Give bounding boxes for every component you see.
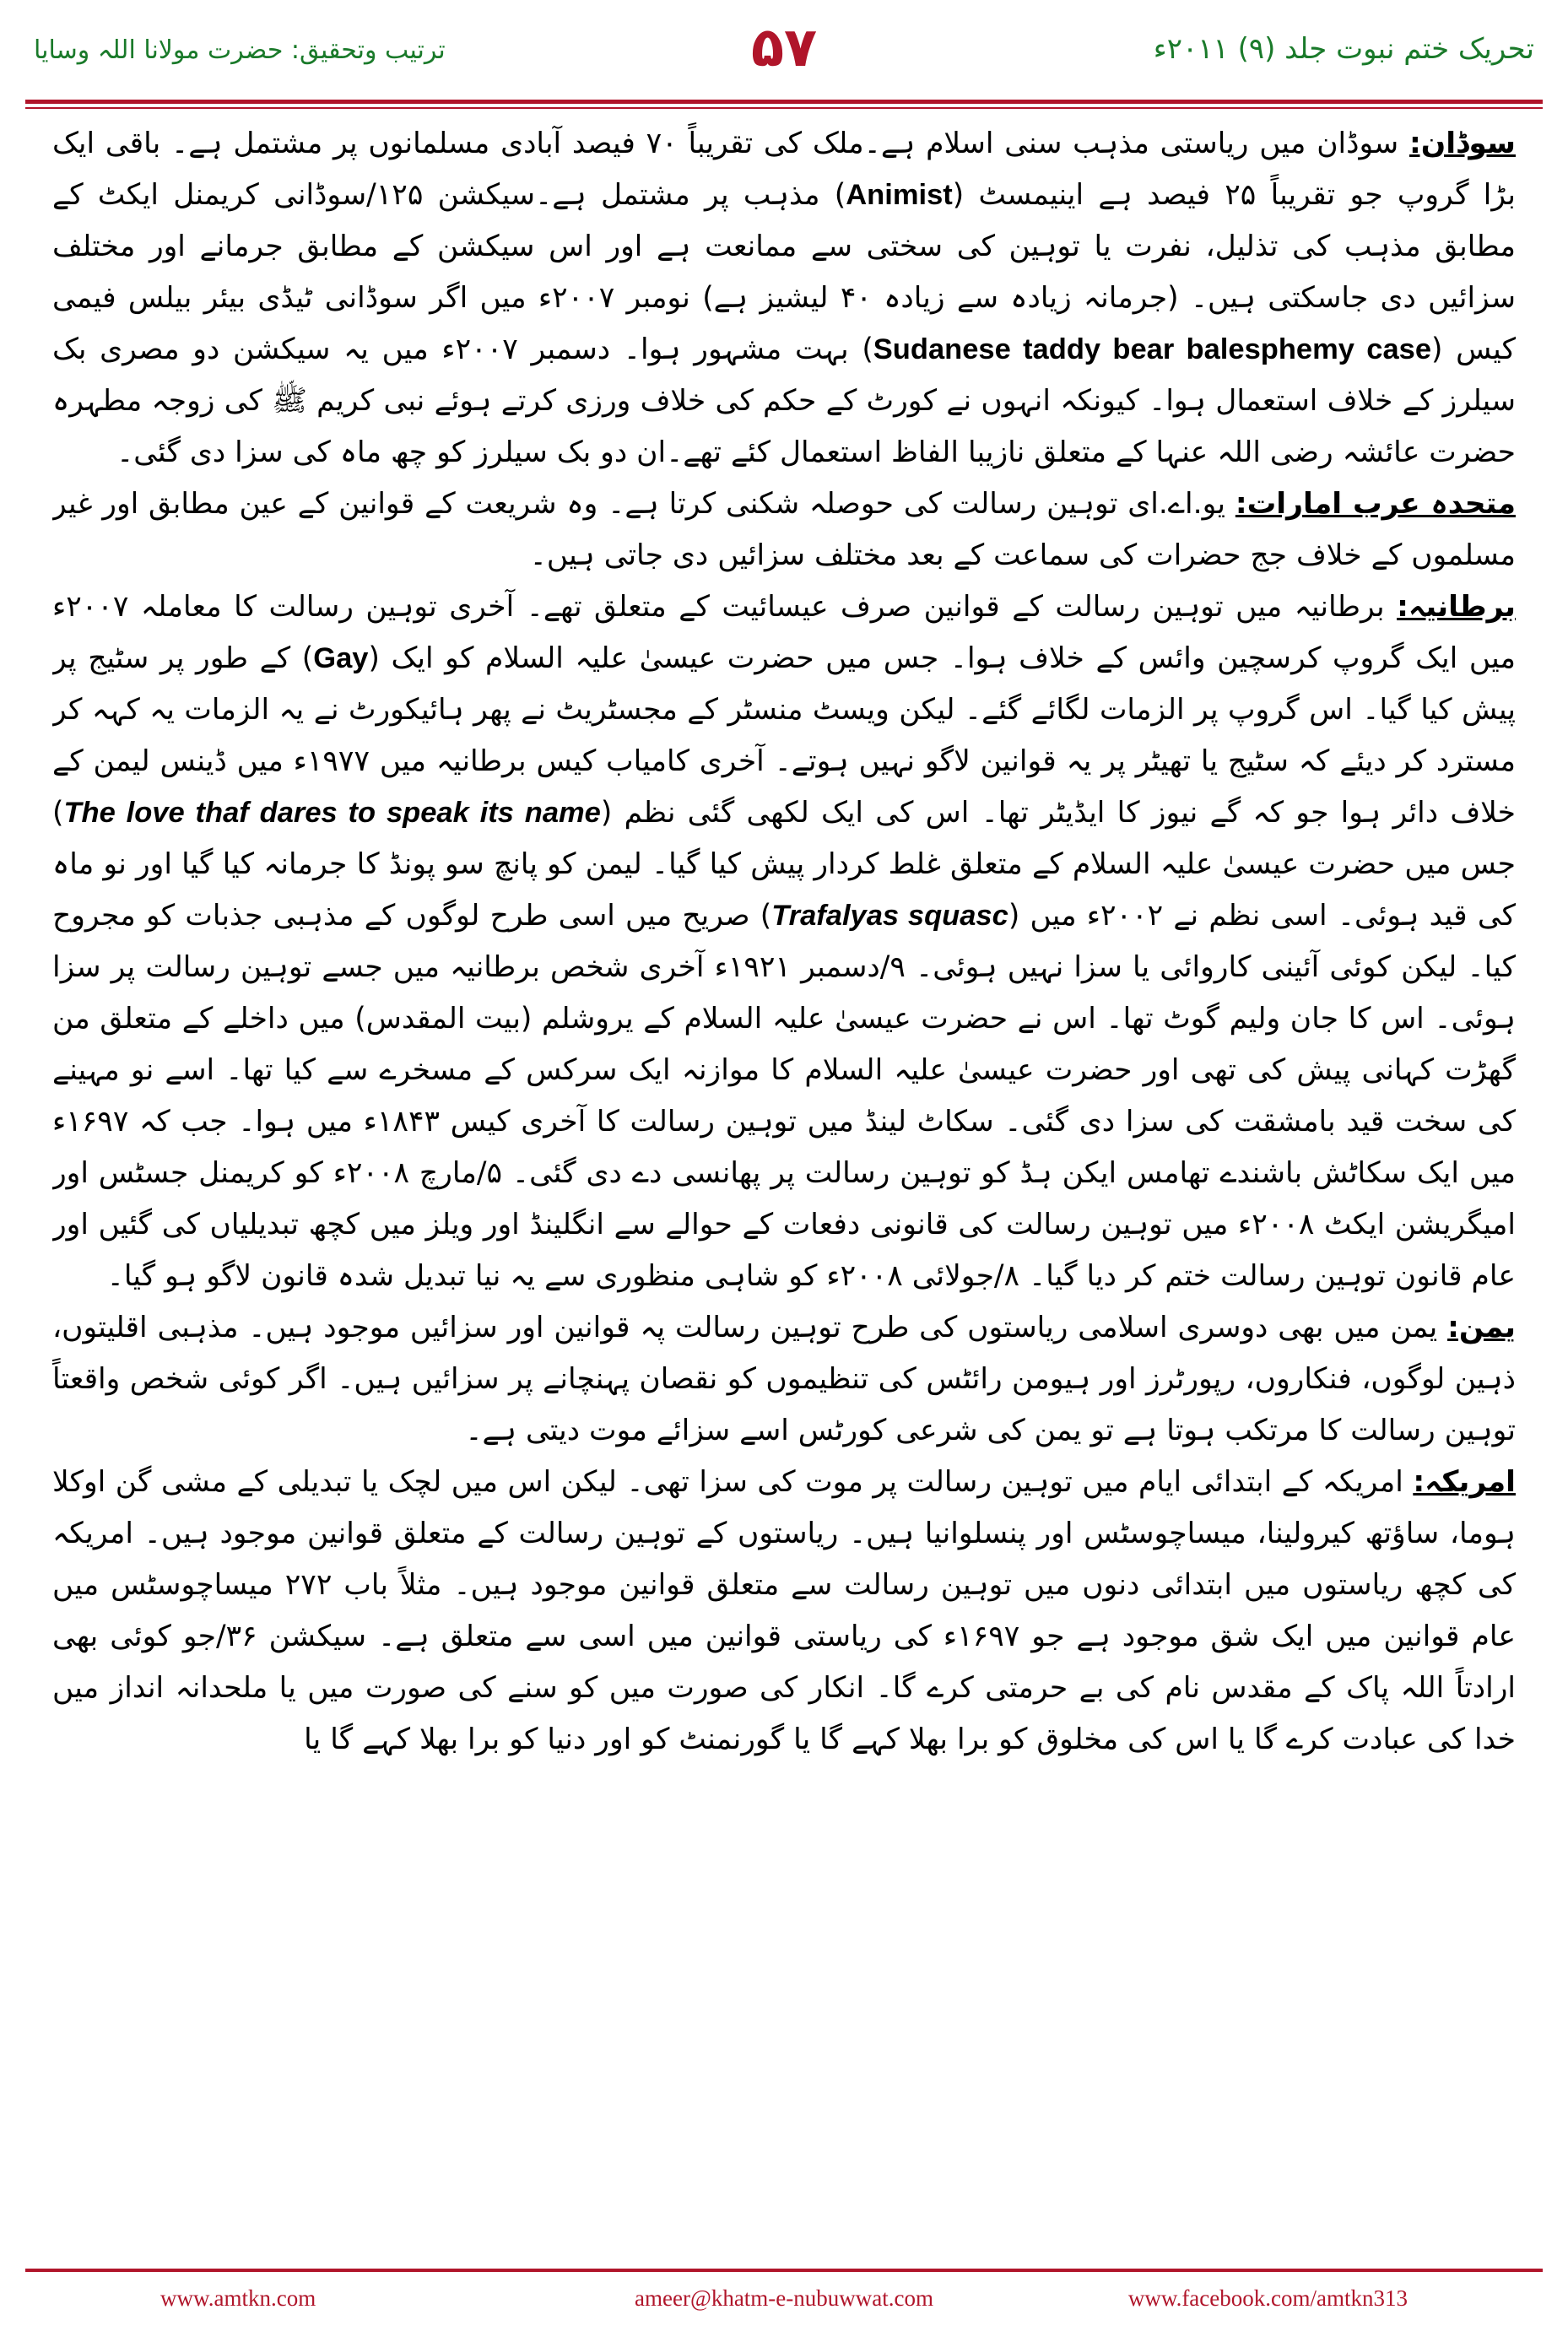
paragraph-uae (52, 479, 1516, 581)
paragraph-britain (52, 581, 1516, 1302)
paragraph-sudan (52, 118, 1516, 479)
english-term: Sudanese taddy bear balesphemy case (873, 333, 1432, 365)
section-heading: یمن: (1447, 1311, 1516, 1344)
body-text: امریکہ کے ابتدائی ایام میں توہین رسالت پر موت کی سزا تھی۔ لیکن اس میں لچک یا تبدیلی کے مشی گن اوکلا ہوما، ساؤتھ کیرولینا، میساچوسٹس اور پنسلوانیا ہیں۔ ریاستوں کے توہین رسالت کے متعلق قوانین موجود ہیں۔ امریکہ کی کچھ ریاستوں میں ابتدائی دنوں میں توہین رسالت سے متعلق قوانین موجود ہیں۔ مثلاً باب ۲۷۲ میساچوسٹس میں عام قوانین میں ایک شق موجود ہے جو ۱۶۹۷ء کی ریاستی قوانین میں اسی سے متعلق ہے۔ سیکشن ۳۶/جو کوئی بھی ارادتاً اللہ پاک کے مقدس نام کی بے حرمتی کرے گا۔ انکار کی صورت میں کو سنے کی صورت میں یا ملحدانہ انداز میں خدا کی عبادت کرے گا یا اس کی مخلوق کو برا بھلا کہے گا یا گورنمنٹ کو اور دنیا کو برا بھلا کہے گا یا (52, 1465, 1516, 1756)
page-number: ۵۷ (750, 17, 818, 79)
section-heading: متحدہ عرب امارات: (1235, 487, 1516, 521)
footer-divider (25, 2269, 1543, 2272)
body-text: سوڈان میں ریاستی مذہب سنی اسلام ہے۔ملک کی تقریباً ۷۰ فیصد آبادی مسلمانوں پر مشتمل ہے۔ باقی ایک بڑا گروپ جو تقریباً ۲۵ فیصد ہے اینیمسٹ ( (52, 127, 1516, 212)
english-term: Trafalyas squasc (771, 900, 1008, 932)
paragraph-america (52, 1457, 1516, 1766)
english-term: Gay (313, 642, 369, 674)
section-heading: سوڈان: (1409, 127, 1516, 160)
section-heading: امریکہ: (1413, 1465, 1516, 1499)
paragraph-yemen (52, 1302, 1516, 1457)
header-divider (25, 100, 1543, 104)
body-text: ) صریح میں اسی طرح لوگوں کے مذہبی جذبات کو مجروح کیا۔ لیکن کوئی آئینی کاروائی یا سزا نہیں ہوئی۔ ۹/دسمبر ۱۹۲۱ء آخری شخص برطانیہ میں جسے توہین رسالت پر سزا ہوئی۔ اس کا جان ولیم گوٹ تھا۔ اس نے حضرت عیسیٰ علیہ السلام کے یروشلم (بیت المقدس) میں داخلے کے متعلق من گھڑت کہانی پیش کی تھی اور حضرت عیسیٰ علیہ السلام کا موازنہ ایک سرکس کے مسخرے سے کیا تھا۔ اسے نو مہینے کی سخت قید بامشقت کی سزا دی گئی۔ سکاٹ لینڈ میں توہین رسالت کا آخری کیس ۱۸۴۳ء میں ہوا۔ جب کہ ۱۶۹۷ء میں ایک سکاٹش باشندے تھامس ایکن ہڈ کو توہین رسالت پر پھانسی دے دی گئی۔ ۵/مارچ ۲۰۰۸ء کو کریمنل جسٹس اور امیگریشن ایکٹ ۲۰۰۸ء میں توہین رسالت کی قانونی دفعات کے حوالے سے انگلینڈ اور ویلز میں کچھ تبدیلیاں کی گئیں اور عام قانون توہین رسالت ختم کر دیا گیا۔ ۸/جولائی ۲۰۰۸ء کو شاہی منظوری سے یہ نیا تبدیل شدہ قانون لاگو ہو گیا۔ (52, 899, 1516, 1293)
facebook-link[interactable]: www.facebook.com/amtkn313 (1127, 2285, 1408, 2311)
email-link[interactable]: ameer@khatm-e-nubuwwat.com (635, 2285, 933, 2311)
page-header (25, 17, 1543, 97)
body-text: ) مذہب پر مشتمل ہے۔سیکشن ۱۲۵/سوڈانی کریمنل ایکٹ کے مطابق مذہب کی تذلیل، نفرت یا توہین کی سختی سے ممانعت ہے اور اس سیکشن کے مطابق جرمانے اور مختلف سزائیں دی جاسکتی ہیں۔ (جرمانہ زیادہ سے زیادہ ۴۰ لیشیز ہے) نومبر ۲۰۰۷ء میں اگر سوڈانی ٹیڈی بیئر بیلس فیمی کیس ( (52, 178, 1516, 366)
header-divider-thin (25, 107, 1543, 109)
compiler-credit: ترتیب وتحقیق: حضرت مولانا اللہ وسایا (34, 35, 446, 65)
book-title: تحریک ختم نبوت جلد (۹) ۲۰۱۱ء (1153, 32, 1534, 66)
english-term: The love thaf dares to speak its name (63, 797, 601, 829)
english-term: Animist (846, 179, 953, 211)
body-text: ) بہت مشہور ہوا۔ دسمبر ۲۰۰۷ء میں یہ سیکشن دو مصری بک سیلرز کے خلاف استعمال ہوا۔ کیونکہ انہوں نے کورٹ کے حکم کی خلاف ورزی کرتے ہوئے نبی کریم ﷺ کی زوجہ مطہرہ حضرت عائشہ رضی اللہ عنہا کے متعلق نازیبا الفاظ استعمال کئے تھے۔ان دو بک سیلرز کو چھ ماہ کی سزا دی گئی۔ (52, 333, 1516, 469)
body-text: برطانیہ میں توہین رسالت کے قوانین صرف عیسائیت کے متعلق تھے۔ آخری توہین رسالت کا معاملہ ۲۰۰۷ء میں ایک گروپ کرسچین وائس کے خلاف ہوا۔ جس میں حضرت عیسیٰ علیہ السلام کو ایک ( (52, 590, 1516, 675)
body-text: ) کے طور پر سٹیج پر پیش کیا گیا۔ اس گروپ پر الزمات لگائے گئے۔ لیکن ویسٹ منسٹر کے مجسٹریٹ نے پھر ہائیکورٹ نے یہ الزمات یہ کہہ کر مسترد کر دیئے کہ سٹیج یا تھیٹر پر یہ قوانین لاگو نہیں ہوتے۔ آخری کامیاب کیس برطانیہ میں ۱۹۷۷ء میں ڈینس لیمن کے خلاف دائر ہوا جو کہ گے نیوز کا ایڈیٹر تھا۔ اس کی ایک لکھی گئی نظم ( (52, 641, 1516, 830)
website-link[interactable]: www.amtkn.com (160, 2285, 316, 2311)
section-heading: برطانیہ: (1397, 590, 1516, 624)
document-body (52, 118, 1516, 2215)
body-text: یو.اے.ای توہین رسالت کی حوصلہ شکنی کرتا ہے۔ وہ شریعت کے قوانین کے عین مطابق اور غیر مسلموں کے خلاف جج حضرات کی سماعت کے بعد مختلف سزائیں دی جاتی ہیں۔ (52, 487, 1516, 572)
page-footer (25, 2279, 1543, 2321)
body-text: ) جس میں حضرت عیسیٰ علیہ السلام کے متعلق غلط کردار پیش کیا گیا۔ لیمن کو پانچ سو پونڈ کا جرمانہ کیا گیا اور نو ماہ کی قید ہوئی۔ اسی نظم نے ۲۰۰۲ء میں ( (52, 796, 1516, 933)
body-text: یمن میں بھی دوسری اسلامی ریاستوں کی طرح توہین رسالت پہ قوانین اور سزائیں موجود ہیں۔ مذہبی اقلیتوں، ذہین لوگوں، فنکاروں، رپورٹرز اور ہیومن رائٹس کی تنظیموں کو نقصان پہنچانے پر سزائیں ہیں۔ اگر کوئی شخص واقعتاً توہین رسالت کا مرتکب ہوتا ہے تو یمن کی شرعی کورٹس اسے سزائے موت دیتی ہے۔ (52, 1311, 1516, 1447)
